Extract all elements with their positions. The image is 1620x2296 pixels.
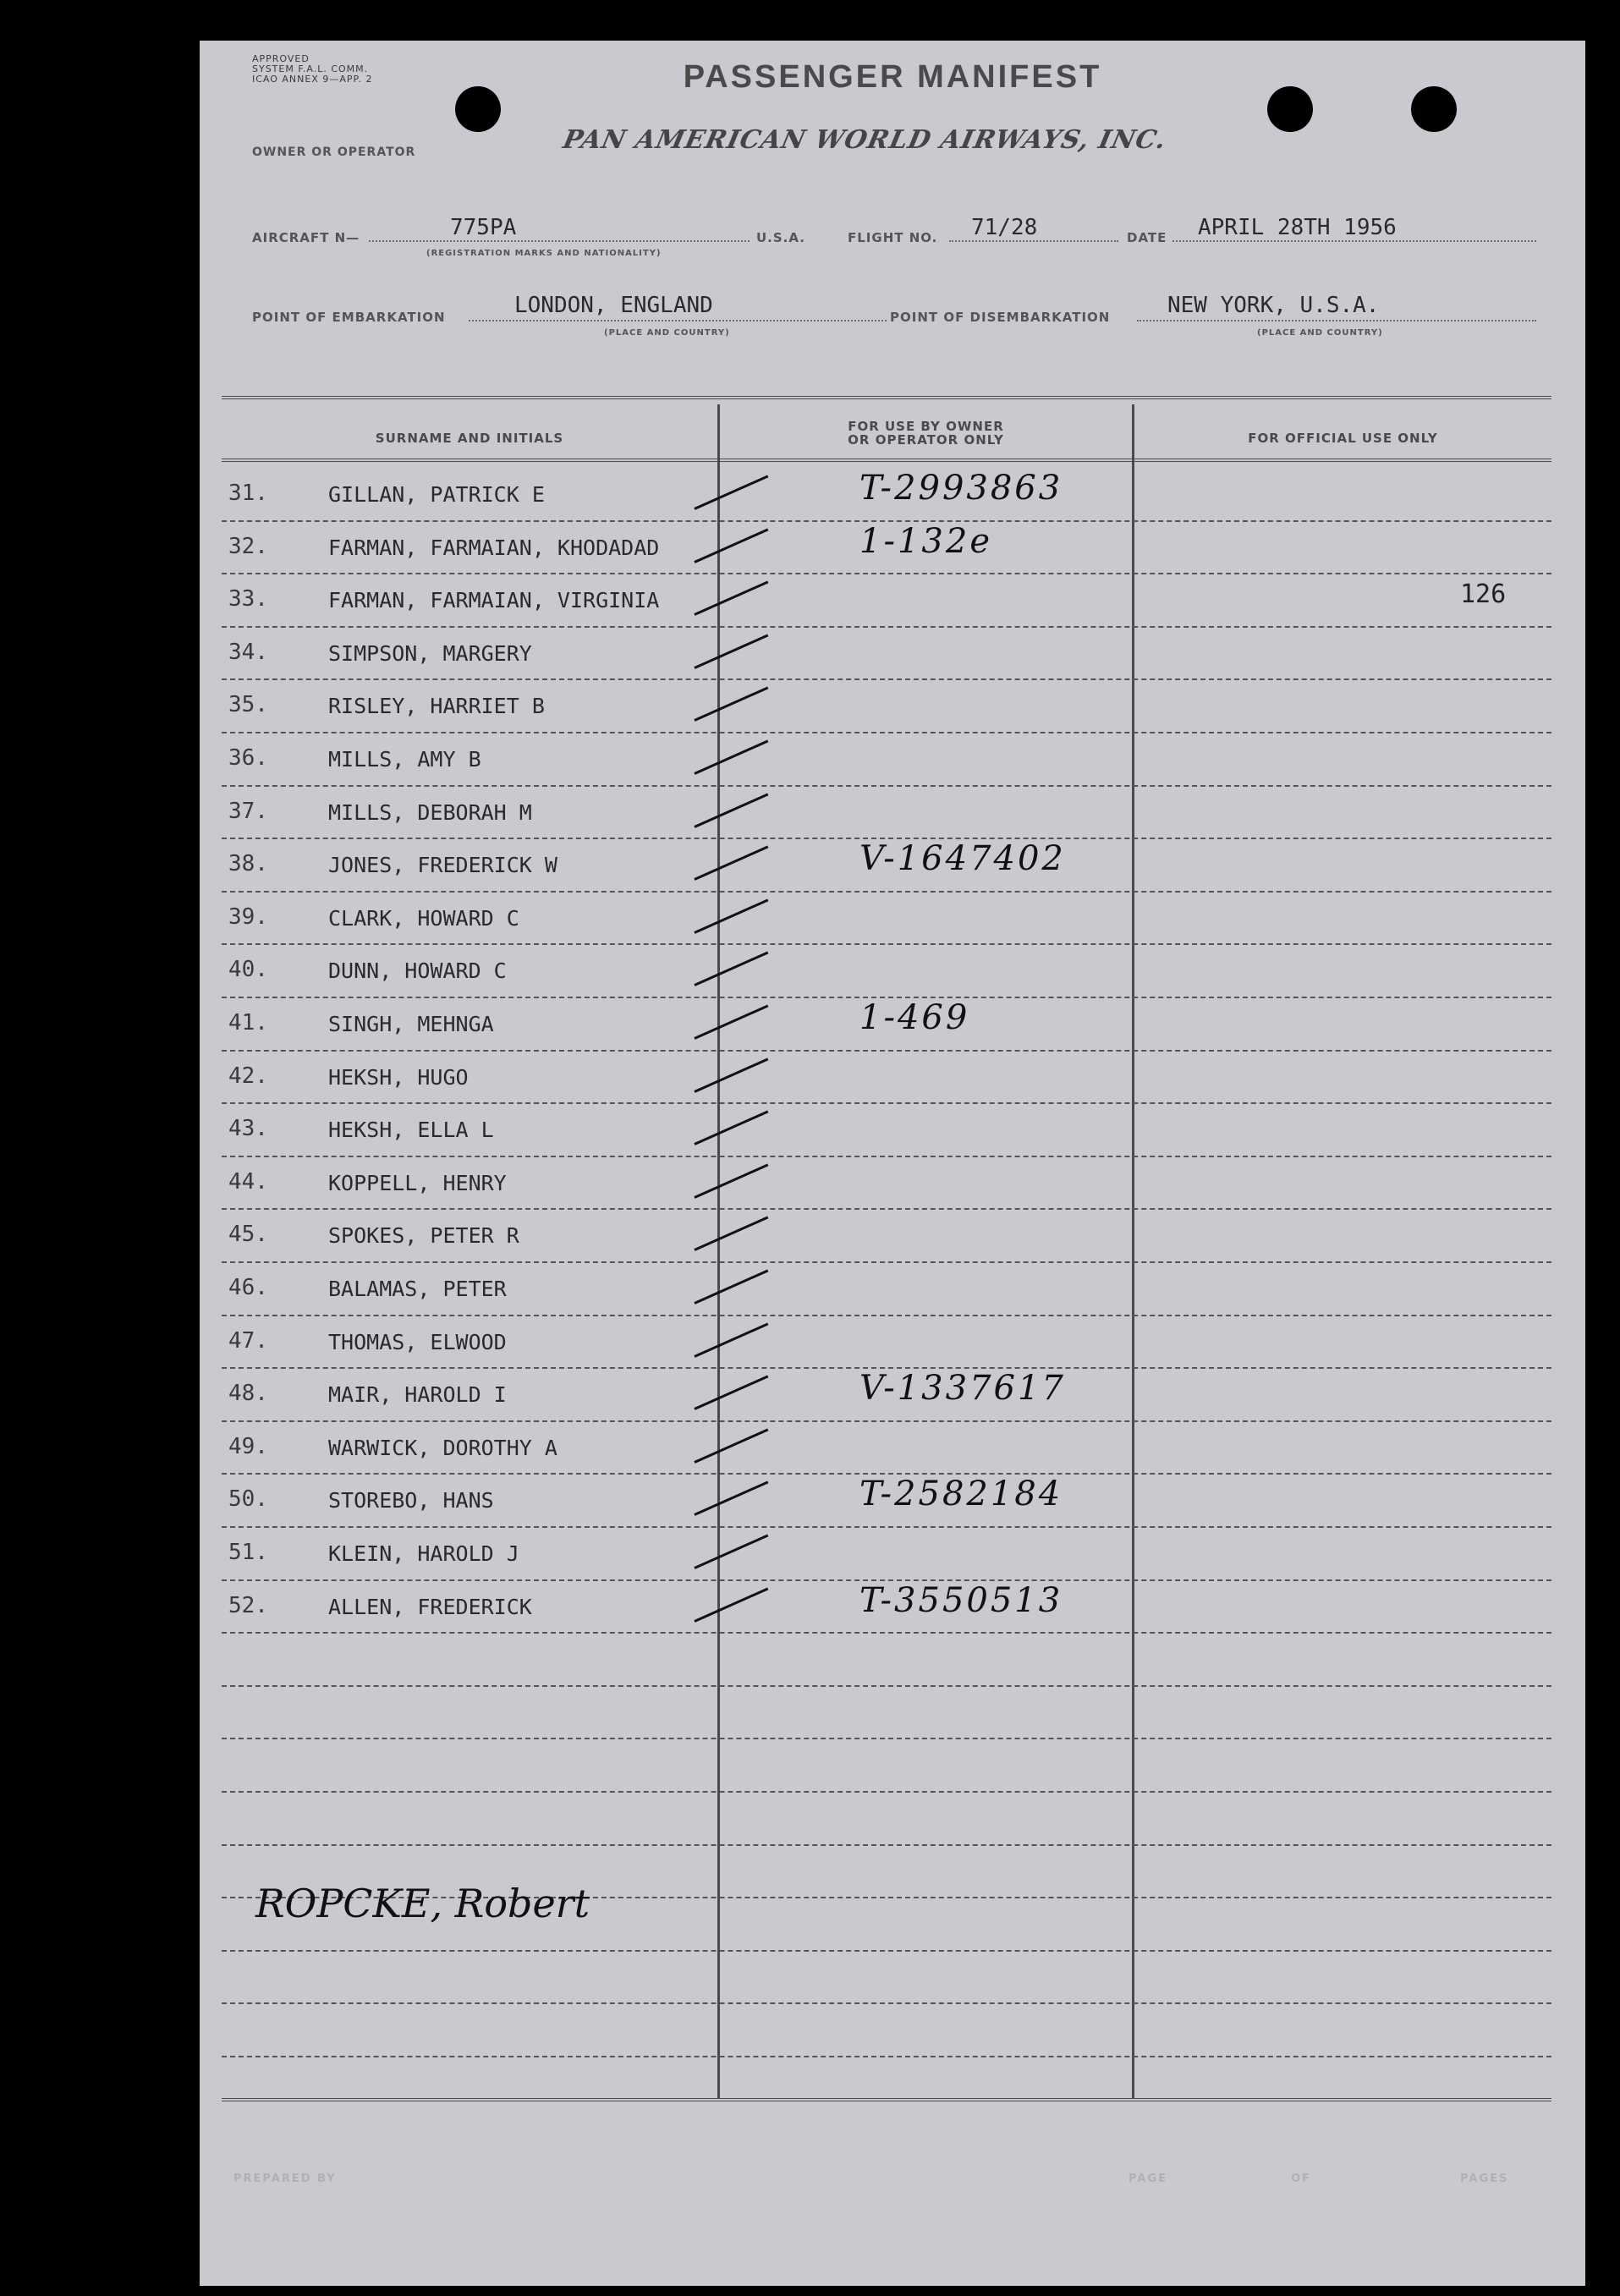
row-number: 46. <box>228 1275 268 1300</box>
disembarkation-label: POINT OF DISEMBARKATION <box>890 310 1111 325</box>
passenger-name: CLARK, HOWARD C <box>328 905 519 931</box>
check-mark <box>694 739 768 774</box>
registration-caption: (REGISTRATION MARKS AND NATIONALITY) <box>426 249 662 258</box>
passenger-name: STOREBO, HANS <box>328 1488 494 1513</box>
row-number: 47. <box>228 1327 268 1354</box>
row-rule <box>222 1156 1551 1157</box>
row-rule <box>222 2002 1551 2004</box>
table-top-rule <box>222 396 1551 399</box>
row-number: 37. <box>228 798 268 824</box>
row-rule <box>222 1844 1551 1846</box>
owner-annotation: T-3550513 <box>859 1580 1063 1620</box>
row-rule <box>222 1526 1551 1528</box>
check-mark <box>694 1163 768 1198</box>
owner-annotation: V-1647402 <box>859 839 1066 879</box>
row-rule <box>222 573 1551 574</box>
approval-line: ICAO ANNEX 9—APP. 2 <box>252 74 373 85</box>
row-rule <box>222 732 1551 733</box>
row-rule <box>222 838 1551 839</box>
row-number: 41. <box>228 1010 268 1035</box>
page-title: PASSENGER MANIFEST <box>683 59 1102 95</box>
date-label: DATE <box>1127 230 1167 245</box>
passenger-name: MILLS, DEBORAH M <box>328 799 532 825</box>
passenger-name: JONES, FREDERICK W <box>328 853 557 878</box>
owner-annotation: 1-469 <box>859 998 970 1037</box>
check-mark <box>694 1004 768 1039</box>
row-number: 35. <box>228 692 268 718</box>
row-number: 43. <box>228 1116 268 1142</box>
table-bottom-rule <box>222 2098 1551 2101</box>
row-rule <box>222 1315 1551 1316</box>
date-value: APRIL 28TH 1956 <box>1198 215 1397 240</box>
passenger-name: SINGH, MEHNGA <box>328 1012 494 1036</box>
passenger-name: KOPPELL, HENRY <box>328 1170 507 1195</box>
check-mark <box>694 1587 768 1622</box>
row-rule <box>222 1738 1551 1739</box>
passenger-name: SIMPSON, MARGERY <box>328 640 532 666</box>
disembarkation-value: NEW YORK, U.S.A. <box>1167 293 1380 318</box>
passenger-name: RISLEY, HARRIET B <box>328 694 545 719</box>
approval-line: APPROVED <box>252 53 310 64</box>
disembarkation-caption: (PLACE AND COUNTRY) <box>1257 328 1383 338</box>
check-mark <box>694 581 768 616</box>
row-number: 44. <box>228 1168 268 1195</box>
row-number: 48. <box>228 1381 268 1407</box>
row-rule <box>222 1579 1551 1581</box>
flight-value: 71/28 <box>971 215 1038 240</box>
row-rule <box>222 891 1551 893</box>
check-mark <box>694 528 768 563</box>
usa-label: U.S.A. <box>756 230 805 245</box>
passenger-name: DUNN, HOWARD C <box>328 958 507 984</box>
row-rule <box>222 1367 1551 1369</box>
row-rule <box>222 1261 1551 1263</box>
embarkation-caption: (PLACE AND COUNTRY) <box>604 328 730 338</box>
row-rule <box>222 1473 1551 1475</box>
check-mark <box>694 1534 768 1568</box>
passenger-name: SPOKES, PETER R <box>328 1223 519 1249</box>
row-rule <box>222 1950 1551 1952</box>
check-mark <box>694 1111 768 1145</box>
row-number: 34. <box>228 639 268 665</box>
owner-annotation: T-2993863 <box>859 469 1063 508</box>
airline-name: PAN AMERICAN WORLD AIRWAYS, INC. <box>560 125 1170 155</box>
row-rule <box>222 626 1551 628</box>
row-rule <box>222 1685 1551 1687</box>
check-mark <box>694 1428 768 1463</box>
row-number: 49. <box>228 1433 268 1459</box>
check-mark <box>694 1217 768 1251</box>
owner-annotation: T-2582184 <box>859 1475 1063 1514</box>
aircraft-value: 775PA <box>450 215 517 240</box>
passenger-name: GILLAN, PATRICK E <box>328 482 545 507</box>
col-owner-header-line: OR OPERATOR ONLY <box>848 432 1004 448</box>
row-rule <box>222 1050 1551 1052</box>
check-mark <box>694 793 768 827</box>
row-rule <box>222 1102 1551 1104</box>
passenger-name: HEKSH, HUGO <box>328 1064 469 1090</box>
row-number: 31. <box>228 481 268 506</box>
check-mark <box>694 898 768 933</box>
passenger-name: FARMAN, FARMAIAN, KHODADAD <box>328 535 660 560</box>
flight-label: FLIGHT NO. <box>848 230 938 245</box>
embarkation-label: POINT OF EMBARKATION <box>252 310 446 325</box>
of-label: OF <box>1291 2172 1311 2185</box>
row-rule <box>222 1791 1551 1793</box>
check-mark <box>694 1269 768 1304</box>
passenger-name: THOMAS, ELWOOD <box>328 1329 507 1354</box>
row-number: 45. <box>228 1222 268 1248</box>
passenger-name: WARWICK, DOROTHY A <box>328 1435 557 1460</box>
passenger-name: MILLS, AMY B <box>328 747 481 772</box>
col-surname-header: SURNAME AND INITIALS <box>375 431 564 446</box>
owner-annotation: 1-132e <box>859 521 992 561</box>
row-number: 32. <box>228 533 268 559</box>
row-rule <box>222 678 1551 680</box>
row-number: 42. <box>228 1063 268 1089</box>
official-annotation: 126 <box>1460 579 1507 610</box>
header-rule <box>222 459 1551 462</box>
passenger-name: BALAMAS, PETER <box>328 1277 507 1301</box>
owner-annotation: V-1337617 <box>859 1369 1066 1409</box>
row-number: 36. <box>228 745 268 771</box>
check-mark <box>694 1057 768 1092</box>
pages-label: PAGES <box>1460 2172 1509 2185</box>
row-rule <box>222 1632 1551 1634</box>
row-number: 33. <box>228 586 268 612</box>
check-mark <box>694 1376 768 1410</box>
row-rule <box>222 943 1551 945</box>
check-mark <box>694 687 768 722</box>
check-mark <box>694 1481 768 1516</box>
passenger-name: FARMAN, FARMAIAN, VIRGINIA <box>328 588 660 613</box>
check-mark <box>694 952 768 986</box>
passenger-name: MAIR, HAROLD I <box>328 1382 507 1408</box>
check-mark <box>694 846 768 881</box>
row-number: 39. <box>228 904 268 930</box>
row-rule <box>222 997 1551 998</box>
passenger-name: ALLEN, FREDERICK <box>328 1594 532 1619</box>
row-rule <box>222 2056 1551 2057</box>
row-number: 50. <box>228 1486 268 1513</box>
col-official-header: FOR OFFICIAL USE ONLY <box>1248 431 1438 446</box>
aircraft-label: AIRCRAFT N— <box>252 230 360 245</box>
approval-line: SYSTEM F.A.L. COMM. <box>252 63 369 74</box>
prepared-by-label: PREPARED BY <box>233 2172 337 2185</box>
col-owner-header-line: FOR USE BY OWNER <box>848 419 1004 434</box>
row-rule <box>222 1420 1551 1422</box>
check-mark <box>694 634 768 668</box>
passenger-name: KLEIN, HAROLD J <box>328 1541 519 1566</box>
col-owner-header <box>720 420 1132 447</box>
embarkation-value: LONDON, ENGLAND <box>514 293 713 318</box>
check-mark <box>694 1322 768 1357</box>
row-rule <box>222 1208 1551 1210</box>
row-rule <box>222 785 1551 787</box>
row-number: 51. <box>228 1540 268 1565</box>
row-number: 38. <box>228 851 268 877</box>
row-number: 40. <box>228 957 268 983</box>
passenger-name: HEKSH, ELLA L <box>328 1118 494 1143</box>
owner-label: OWNER OR OPERATOR <box>252 146 416 159</box>
signature: ROPCKE, Robert <box>255 1881 590 1926</box>
row-number: 52. <box>228 1592 268 1618</box>
row-rule <box>222 520 1551 522</box>
manifest-sheet <box>200 41 1585 2286</box>
page-label: PAGE <box>1129 2172 1167 2185</box>
check-mark <box>694 475 768 509</box>
